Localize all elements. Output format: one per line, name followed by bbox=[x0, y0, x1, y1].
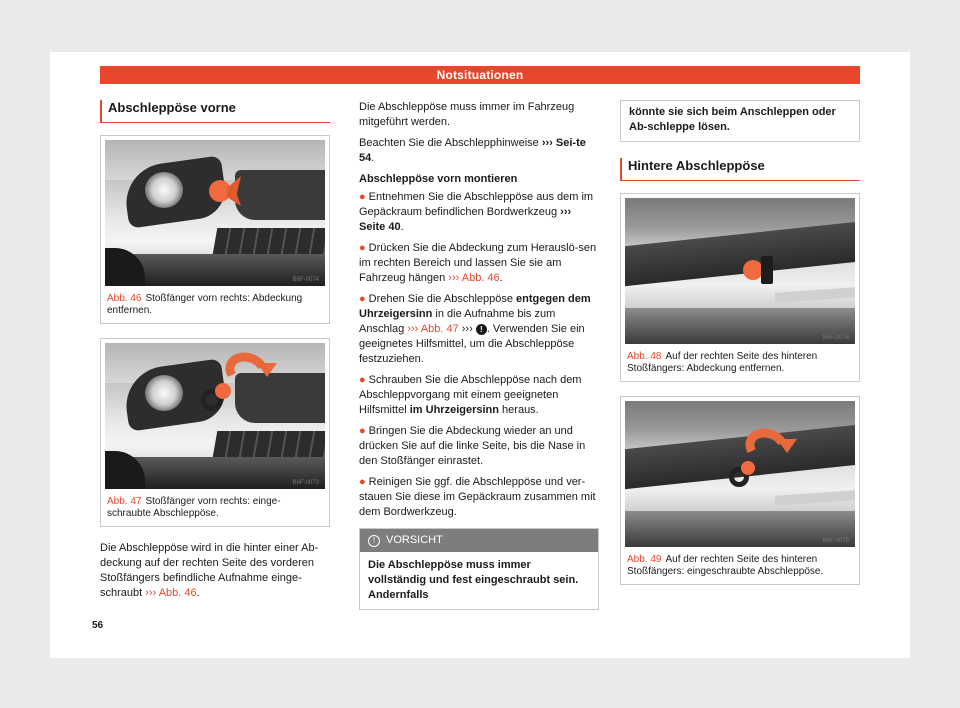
cross-reference-arrows: ››› bbox=[461, 323, 473, 335]
figure-label: Abb. 47 bbox=[107, 496, 142, 507]
paragraph-text: Die Abschleppöse wird in die hinter einer Ab-deckung auf der rechten Seite des vorderen Stoßfängers befindliche Aufnahme einge-schraubt bbox=[100, 542, 319, 599]
bullet-icon: ● bbox=[359, 476, 366, 488]
figure-caption-text: Auf der rechten Seite des hinteren Stoßfängers: eingeschraubte Abschleppöse. bbox=[627, 554, 824, 577]
caution-text: Die Abschleppöse muss immer vollständig und fest eingeschraubt sein. Andernfalls bbox=[368, 559, 579, 601]
figure-caption-text: Stoßfänger vorn rechts: Abdeckung entfernen. bbox=[107, 293, 303, 316]
figure-48 bbox=[620, 193, 860, 382]
figure-code: B6F-0073 bbox=[292, 480, 319, 486]
caution-continuation: könnte sie sich beim Anschleppen oder Ab-schleppe lösen. bbox=[620, 100, 860, 142]
figure-code: B6F-0076 bbox=[822, 335, 849, 341]
warning-circle-icon[interactable]: ! bbox=[476, 324, 487, 335]
caution-icon: ! bbox=[368, 535, 380, 547]
bullet-bold-text: entgegen dem Uhrzeigersinn bbox=[359, 293, 591, 320]
bullet-text: Reinigen Sie ggf. die Abschleppöse und ver-stauen Sie diese im Gepäckraum zusammen mit dem Bordwerkzeug. bbox=[359, 476, 596, 518]
page-number: 56 bbox=[92, 620, 104, 631]
cross-reference-link[interactable]: ››› Seite 40 bbox=[359, 206, 572, 233]
bullet-text: Drehen Sie die Abschleppöse bbox=[368, 293, 513, 305]
bullet-item bbox=[359, 475, 599, 520]
figure-47 bbox=[100, 338, 330, 527]
figure-caption bbox=[621, 551, 859, 584]
caution-box bbox=[359, 528, 599, 610]
middle-column bbox=[359, 100, 599, 610]
left-paragraph bbox=[100, 541, 330, 601]
bullet-text: Bringen Sie die Abdeckung wieder an und drücken Sie auf die linke Seite, bis die Nase in den Stoßfänger einrastet. bbox=[359, 425, 586, 467]
figure-caption-text: Stoßfänger vorn rechts: einge-schraubte Abschleppöse. bbox=[107, 496, 281, 519]
front-bumper-cover-image bbox=[105, 140, 325, 286]
bullet-icon: ● bbox=[359, 293, 366, 305]
bullet-item bbox=[359, 424, 599, 469]
bullet-text: in die Aufnahme bis zum Anschlag bbox=[359, 308, 556, 335]
paragraph-end: . bbox=[371, 152, 375, 164]
front-bumper-towing-eye-image bbox=[105, 343, 325, 489]
figure-46 bbox=[100, 135, 330, 324]
paragraph-text: Beachten Sie die Abschlepphinweise bbox=[359, 137, 539, 149]
rear-bumper-cover-image bbox=[625, 198, 855, 344]
figure-49 bbox=[620, 396, 860, 585]
bullet-text: Entnehmen Sie die Abschleppöse aus dem im Gepäckraum befindlichen Bordwerkzeug bbox=[359, 191, 594, 218]
cross-reference-link[interactable]: ››› Sei-te 54 bbox=[359, 137, 586, 164]
bullet-item bbox=[359, 292, 599, 367]
bullet-icon: ● bbox=[359, 191, 366, 203]
caution-title: VORSICHT bbox=[386, 534, 443, 546]
figure-label: Abb. 46 bbox=[107, 293, 142, 304]
bullet-bold-text: im Uhrzeigersinn bbox=[409, 404, 499, 416]
figure-label: Abb. 49 bbox=[627, 554, 662, 565]
cross-reference-link[interactable]: ››› Abb. 46 bbox=[448, 272, 500, 284]
chapter-header: Notsituationen bbox=[100, 66, 860, 84]
bullet-icon: ● bbox=[359, 374, 366, 386]
bullet-text: . Verwenden Sie ein geeignetes Hilfsmittel, um die Abschleppöse festzuziehen. bbox=[359, 323, 585, 365]
figure-caption-text: Auf der rechten Seite des hinteren Stoßfängers: Abdeckung entfernen. bbox=[627, 351, 818, 374]
bullet-text: Drücken Sie die Abdeckung zum Herauslö-sen im rechten Bereich und lassen Sie sie am Fahrzeug hängen bbox=[359, 242, 597, 284]
bullet-end: . bbox=[400, 221, 404, 233]
subheading: Abschleppöse vorn montieren bbox=[359, 173, 518, 185]
left-column bbox=[100, 100, 330, 607]
bullet-icon: ● bbox=[359, 425, 366, 437]
bullet-item bbox=[359, 241, 599, 286]
figure-caption bbox=[101, 290, 329, 323]
section-title-front: Abschleppöse vorne bbox=[100, 100, 330, 123]
bullet-item bbox=[359, 190, 599, 235]
caution-header bbox=[360, 529, 598, 552]
bullet-icon: ● bbox=[359, 242, 366, 254]
figure-code: B6F-0074 bbox=[292, 277, 319, 283]
cross-reference-link[interactable]: ››› Abb. 47 bbox=[407, 323, 459, 335]
right-column bbox=[620, 100, 860, 599]
section-title-rear: Hintere Abschleppöse bbox=[620, 158, 860, 181]
paragraph bbox=[359, 136, 599, 166]
rear-bumper-towing-eye-image bbox=[625, 401, 855, 547]
figure-caption bbox=[621, 348, 859, 381]
figure-caption bbox=[101, 493, 329, 526]
bullet-end: . bbox=[499, 272, 503, 284]
paragraph-end: . bbox=[196, 587, 200, 599]
figure-label: Abb. 48 bbox=[627, 351, 662, 362]
figure-code: B6F-0075 bbox=[822, 538, 849, 544]
bullet-text: Schrauben Sie die Abschleppöse nach dem Abschleppvorgang mit einem geeigneten Hilfsmittel bbox=[359, 374, 582, 416]
bullet-item bbox=[359, 373, 599, 418]
cross-reference-link[interactable]: ››› Abb. 46 bbox=[145, 587, 197, 599]
bullet-text: heraus. bbox=[502, 404, 539, 416]
paragraph: Die Abschleppöse muss immer im Fahrzeug mitgeführt werden. bbox=[359, 101, 575, 128]
